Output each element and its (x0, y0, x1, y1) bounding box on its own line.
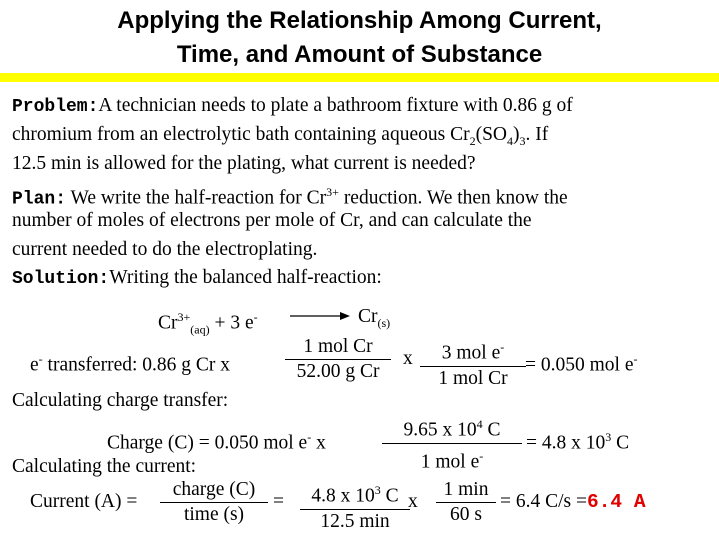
equals-sign: = (273, 491, 284, 512)
problem-label: Problem: (12, 97, 99, 117)
electrons-term: + 3 e (209, 312, 254, 334)
plan-text1b: reduction. We then know the (338, 187, 568, 209)
unit: C (482, 419, 501, 441)
fraction-bar (160, 502, 268, 503)
denominator: 1 mol Cr (438, 367, 508, 389)
numerator: 1 min (443, 479, 489, 500)
superscript: 3 (374, 483, 381, 497)
reaction-arrow-icon (290, 310, 350, 322)
problem-text1: A technician needs to plate a bathroom fixture with 0.86 g of (98, 95, 573, 116)
electrons-result (525, 348, 638, 377)
electrons-lhs (30, 348, 230, 377)
numerator (300, 479, 410, 508)
current-result (500, 491, 646, 513)
charge-heading: Calculating charge transfer: (12, 390, 229, 411)
times-sign: x (408, 491, 418, 512)
superscript: - (500, 340, 505, 354)
fraction-charge-time (160, 479, 268, 526)
times-sign: x (403, 348, 413, 369)
page-title-line1: Applying the Relationship Among Current, (117, 7, 602, 34)
subscript: 2 (469, 133, 476, 148)
solution-label: Solution: (12, 269, 110, 289)
charge-lhs (107, 426, 326, 455)
unit: C (611, 432, 630, 454)
plan-line1 (12, 180, 568, 212)
problem-text2a: chromium from an electrolytic bath containing aqueous Cr (12, 124, 470, 145)
superscript: - (307, 430, 312, 444)
charge-text: Charge (C) = 0.050 mol e (107, 432, 308, 454)
problem-line1 (12, 94, 573, 119)
problem-text2c: ) (513, 124, 520, 145)
numerator: charge (C) (172, 479, 256, 500)
denominator (382, 445, 522, 474)
fraction-min-sec (436, 479, 496, 526)
problem-line3: 12.5 min is allowed for the plating, what current is needed? (12, 153, 476, 174)
superscript: 3 (605, 430, 612, 444)
denominator: 12.5 min (320, 510, 390, 532)
fraction-bar (436, 502, 496, 503)
numerator-text: 4.8 x 10 (311, 485, 375, 507)
denominator: time (s) (183, 504, 245, 525)
result-text: = 4.8 x 10 (526, 432, 606, 454)
problem-text2d: . If (525, 124, 549, 145)
electrons-text: transferred: 0.86 g Cr x (42, 354, 231, 376)
solution-text: Writing the balanced half-reaction: (109, 267, 382, 288)
numerator (382, 413, 522, 442)
fraction-bar (300, 509, 410, 510)
plan-line3: current needed to do the electroplating. (12, 239, 318, 260)
denominator-text: 1 mol e (420, 451, 480, 472)
current-lhs: Current (A) = (30, 491, 138, 512)
denominator: 60 s (450, 504, 482, 525)
superscript: - (38, 352, 43, 366)
state-label: (s) (377, 315, 391, 330)
solution-line (12, 266, 382, 291)
fraction-bar (285, 359, 391, 360)
fraction-bar (382, 443, 522, 444)
final-answer: 6.4 A (587, 491, 646, 513)
result-text: = 6.4 C/s = (500, 491, 588, 512)
denominator: 52.00 g Cr (296, 361, 380, 382)
times-sign: x (311, 432, 326, 454)
reactant: Cr (158, 312, 178, 334)
product: Cr (358, 306, 378, 327)
superscript: 3+ (326, 185, 339, 199)
electron-symbol: e (30, 354, 39, 376)
half-reaction-product (358, 306, 390, 334)
unit: C (380, 485, 399, 507)
numerator-text: 3 mol e (441, 342, 501, 364)
fraction-charge-min (300, 479, 410, 533)
state-label: (aq) (190, 322, 210, 337)
numerator-text: 9.65 x 10 (403, 419, 477, 441)
problem-text2b: (SO (475, 124, 507, 145)
superscript: 3+ (177, 310, 191, 324)
plan-text1a: We write the half-reaction for Cr (66, 187, 327, 209)
superscript: - (479, 448, 484, 463)
superscript: - (633, 352, 638, 366)
problem-line2 (12, 123, 548, 153)
charge-result (526, 426, 629, 455)
half-reaction-reactants (158, 306, 258, 340)
page-title-line2: Time, and Amount of Substance (176, 41, 543, 68)
plan-label: Plan: (12, 189, 67, 210)
superscript: - (253, 310, 258, 324)
title-divider (0, 73, 719, 82)
fraction-faraday (382, 413, 522, 473)
fraction-electrons (420, 336, 526, 390)
numerator (420, 336, 526, 365)
fraction-bar (420, 366, 526, 367)
plan-line2: number of moles of electrons per mole of Cr, and can calculate the (12, 210, 532, 231)
result-text: = 0.050 mol e (525, 354, 634, 376)
subscript: 4 (507, 133, 513, 148)
fraction-mol-cr (285, 336, 391, 383)
numerator: 1 mol Cr (303, 336, 373, 357)
superscript: 4 (476, 417, 483, 431)
subscript: 3 (519, 133, 526, 148)
current-heading: Calculating the current: (12, 456, 197, 477)
